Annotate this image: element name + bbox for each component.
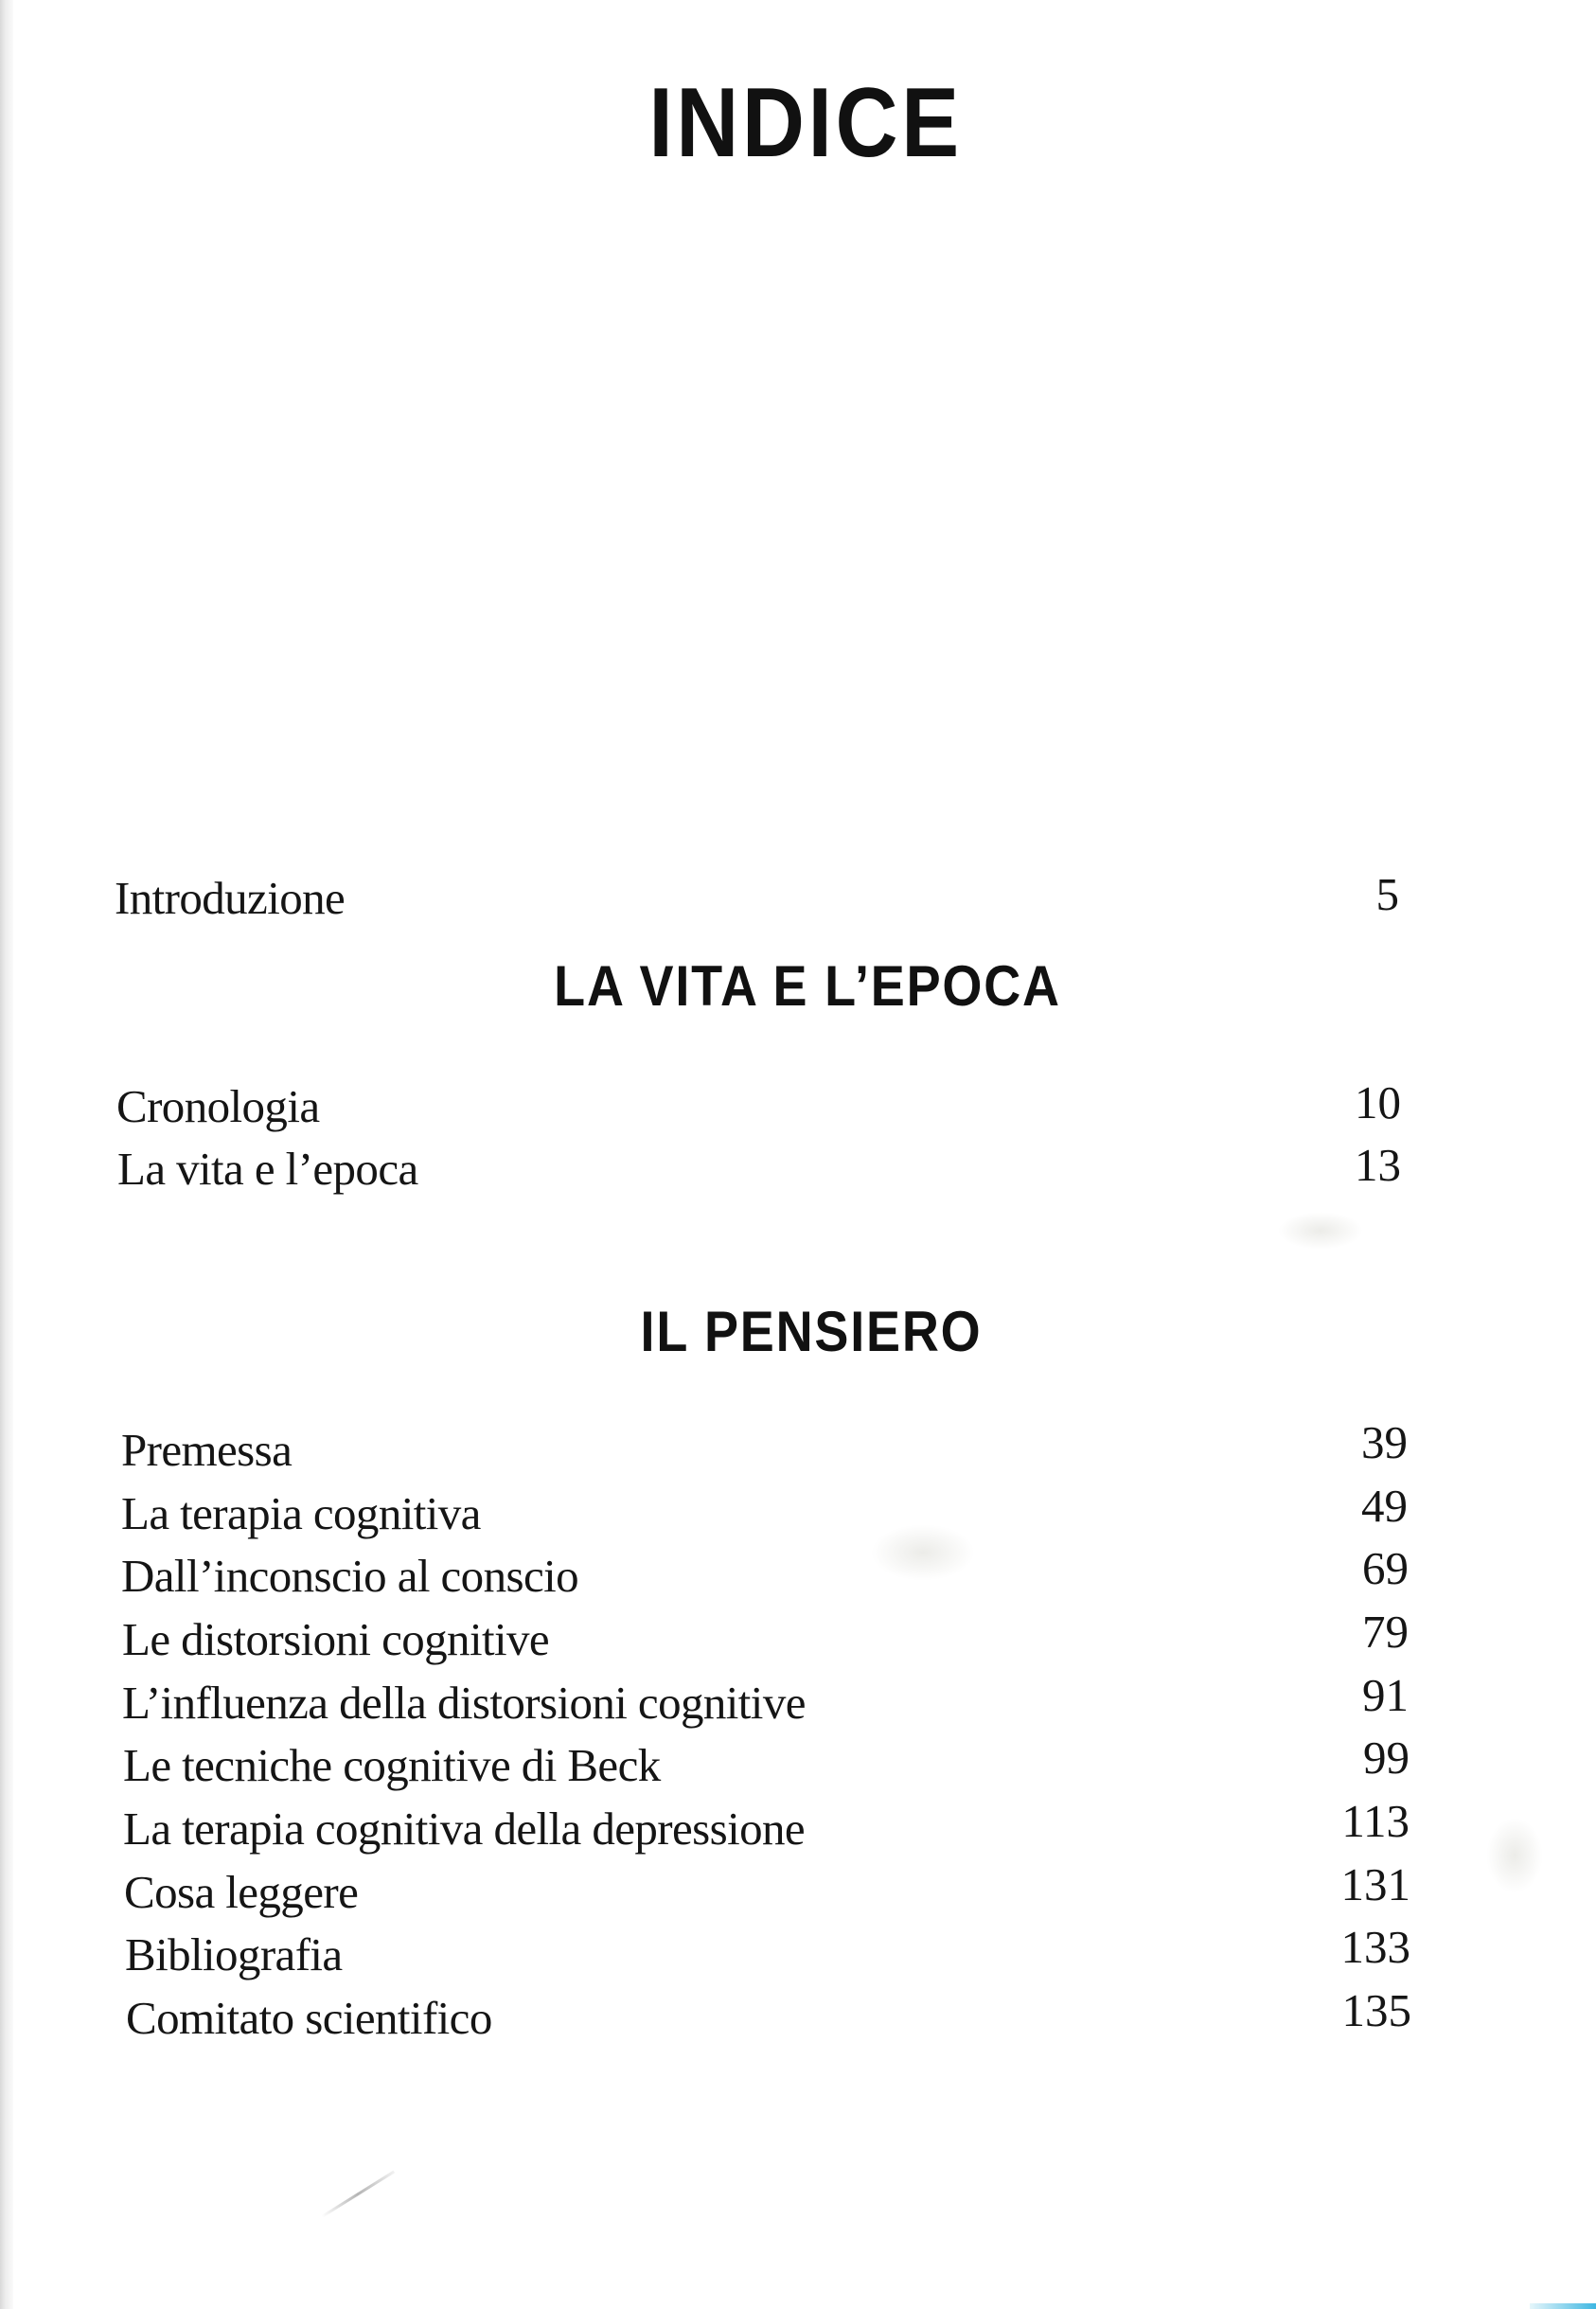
toc-entry-le-distorsioni-cognitive[interactable] — [0, 1606, 1596, 1665]
toc-entry-label: Comitato scientifico — [126, 1992, 492, 2044]
toc-entry-label: Introduzione — [115, 872, 346, 924]
toc-entry-page: 131 — [1340, 1858, 1410, 1910]
toc-entry-label: Dall’inconscio al conscio — [121, 1550, 579, 1602]
toc-entry-la-terapia-cognitiva-della-depressione[interactable] — [0, 1795, 1596, 1855]
toc-entry-premessa[interactable] — [0, 1416, 1596, 1476]
toc-entry-page: 99 — [1363, 1732, 1410, 1784]
toc-entry-page: 79 — [1362, 1606, 1409, 1658]
toc-entry-page: 113 — [1341, 1795, 1410, 1847]
page-title: INDICE — [648, 68, 963, 178]
toc-entry-label: La terapia cognitiva della depressione — [123, 1803, 806, 1855]
toc-entry-introduzione[interactable] — [0, 864, 1596, 924]
toc-entry-page: 10 — [1355, 1076, 1401, 1128]
pen-mark — [321, 2171, 395, 2218]
toc-entry-la-vita-e-l-epoca[interactable] — [0, 1135, 1596, 1195]
toc-entry-label: La terapia cognitiva — [121, 1487, 481, 1539]
toc-entry-label: Cronologia — [116, 1080, 320, 1132]
toc-entry-label: Premessa — [121, 1424, 293, 1476]
toc-entry-la-terapia-cognitiva[interactable] — [0, 1480, 1596, 1539]
toc-entry-dall-inconscio-al-conscio[interactable] — [0, 1542, 1596, 1602]
toc-entry-l-influenza-della-distorsioni-cognitive[interactable] — [0, 1669, 1596, 1729]
toc-entry-page: 13 — [1355, 1139, 1401, 1191]
toc-entry-cosa-leggere[interactable] — [0, 1858, 1596, 1918]
toc-entry-le-tecniche-cognitive-di-beck[interactable] — [0, 1732, 1596, 1791]
toc-entry-bibliografia[interactable] — [0, 1921, 1596, 1978]
toc-entry-label: L’influenza della distorsioni cognitive — [122, 1677, 806, 1729]
paper-smudge — [1278, 1212, 1363, 1250]
toc-entry-label: Cosa leggere — [124, 1866, 359, 1918]
scan-corner-artifact — [1530, 2303, 1596, 2309]
section-heading-la-vita-e-l-epoca: LA VITA E L’EPOCA — [554, 954, 1061, 1018]
toc-entry-comitato-scientifico[interactable] — [0, 1984, 1596, 2044]
section-heading-il-pensiero: IL PENSIERO — [640, 1300, 983, 1363]
toc-entry-page: 91 — [1362, 1669, 1409, 1721]
toc-entry-page: 49 — [1361, 1480, 1408, 1532]
toc-entry-page: 69 — [1362, 1542, 1409, 1594]
toc-entry-page: 5 — [1375, 868, 1399, 920]
toc-entry-page: 39 — [1361, 1416, 1408, 1468]
toc-entry-label: Le tecniche cognitive di Beck — [123, 1739, 661, 1791]
toc-entry-label: Le distorsioni cognitive — [122, 1613, 550, 1665]
toc-entry-label: Bibliografia — [125, 1928, 343, 1980]
toc-entry-label: La vita e l’epoca — [117, 1143, 418, 1195]
toc-entry-cronologia[interactable] — [0, 1073, 1596, 1132]
toc-entry-page: 133 — [1340, 1921, 1410, 1973]
toc-entry-page: 135 — [1341, 1984, 1411, 2036]
